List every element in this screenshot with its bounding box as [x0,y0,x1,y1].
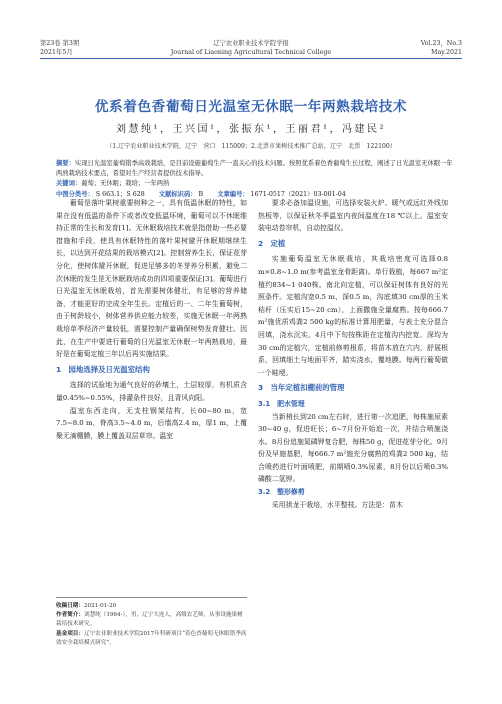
section-1-heading: 1 园地选择及日光温室结构 [56,364,150,374]
keywords-text: 葡萄；无休眠；栽培；一年两熟 [81,180,170,188]
keywords-label: 关键词： [56,180,82,188]
date-en: May.2021 [431,48,462,56]
abstract [56,159,456,179]
journal-name-cn: 辽宁农业职业技术学院学报 [213,40,289,47]
planting-paragraph: 实施葡萄温室无休眠栽培，其栽培密度可选择0.8 m×0.8~1.0 m(参考温室龙骨距离)。单行栽植，每667 m²定植约834~1 040株。南北向定植，可以保证树体有良好的光照条件。定植沟宽0.5 m，深0.5 m，沟底填30 cm厚的玉米秸秆（压实后15~20 cm），上面撒施全量腐熟。按每666.7 m²施优质鸡粪2 500 kg的标准计算用肥量，与表土充分混合回填，浇水沉实。4月中下旬按株距在定植沟内挖宽、深均为30 cm的定植穴，定植前修剪根系，将苗木放在穴内，舒展根系，回填细土与地面平齐，踏实浇水，覆地膜。每两行葡萄做一个畦埂。 [258,255,448,377]
clc-number: S 663.1；S 628 [95,190,145,198]
greenhouse-paragraph: 温室东西走向，无支柱钢架结构，长60~80 m，宽7.5~8.0 m，脊高3.5~4.0 m，后墙高2.4 m，厚1 m，上覆聚无滴棚膜，膜上覆盖双层草帘。温室 [56,406,247,440]
doc-code-label: 文献标识码： [158,190,197,198]
fertilizer-paragraph: 当新梢长到20 cm左右时，进行第一次追肥，每株施尿素30~40 g，促进旺长；6~7月份开始追一次，并结合喷施浇水。8月份追施氮磷钾复合肥，每株50 g，促进花芽分化。9月份及早施基肥，每666.7 m²施充分腐熟的鸡粪2 500 kg，结合喷药进行叶面喷肥，前期喷0.3%尿素，8月份以后喷0.3%磷酸二氢钾。 [258,412,448,484]
left-column [56,197,247,442]
pruning-paragraph: 采用拱龙干栽培，水平整枝。方法是：苗木 [271,500,403,509]
abstract-block [56,159,456,200]
abstract-label: 摘要： [56,160,75,167]
keywords [56,179,456,189]
clc-label: 中图分类号： [56,190,94,198]
article-number-label: 文章编号： [217,190,249,198]
header-rule [40,58,462,59]
doc-code: B [198,190,204,198]
section-3-1-heading: 3.1 肥水管理 [258,399,305,408]
author-bio: 作者简介：刘慧纯（1964-），男，辽宁大连人，高级农艺师，从事设施果树栽培技术研究。 [56,612,243,628]
abstract-text: 实现日光温室葡萄错季高效栽培，是目前设施葡萄生产一直关心的技术问题。按照优系着色香葡萄生长过程，阐述了日光温室无休眠一年两熟栽培技术要点，希望对生产经营者提供技术指导。 [56,160,453,178]
article-number: 1671-0517（2021）03-001-04 [250,190,346,198]
footnote-block [56,597,247,648]
volume-issue-en: Vol.23，No.3 [420,40,462,47]
affiliation: （1.辽宁农业职业技术学院，辽宁 营口 115009；2.北票市果树技术推广总站，辽宁 北票 122100） [106,143,396,150]
site-paragraph: 选择的试验地为通气良好的砂壤土，土层较厚，有机质含量0.45%~0.55%，排灌条件良好，且背风向阳。 [56,381,247,402]
section-2-heading: 2 定植 [258,238,286,248]
date-cn: 2021年5月 [40,48,73,56]
section-3-2-heading: 3.2 整形修剪 [258,488,305,497]
running-header [40,40,462,57]
intro-paragraph: 葡萄是落叶果树重要树种之一，具有低温休眠的特性，如果在没有低温的条件下或者改变低温环境，葡萄可以不休眠维持正常的生长和发育[1]。无休眠栽培技术就是指借助一些必要措施和手段，使具有休眠特性的落叶果树避开休眠期继续生长，以达到开花结果的栽培模式[2]。控制营养生长，保证花芽分化，使树体避开休眠，促进足够多的冬芽养分积累，避免二次休眠的发生是无休眠栽培成功的四项重要保证[3]。葡萄进行日光温室无休眠栽培，首先需要树体健壮，有足够的营养储备，才能更好的完成全年生长。定植后的一、二年生葡萄树，由于树龄较小，树体营养供应能力较差，实施无休眠一年两熟栽培单季经济产量较低，需要控制产量确保树势发育健壮。因此，在生产中要进行葡萄的日光温室无休眠一年两熟栽培，最好是在葡萄定植三年以后再实施结果。 [56,199,247,359]
right-column [258,197,448,511]
volume-issue-cn: 第23卷 第3期 [40,40,80,47]
received-date: 收稿日期：2021-01-20 [56,603,117,609]
author-list: 刘慧纯¹，王兴国¹，张振东¹，王丽君¹，冯建民² [115,124,387,135]
journal-name-en: Journal of Liaoning Agricultural Technical College [170,48,332,56]
section-3-heading: 3 当年定植扣棚前的管理 [258,383,345,393]
heating-paragraph: 要求必备加温设施，可选择安装火炉、暖气或远红外线加热板等，以保证秋冬季温室内夜间温度在18 ℃以上。温室安装电动卷帘机，自动控温仪。 [258,199,448,233]
paper-title: 优系着色香葡萄日光温室无休眠一年两熟栽培技术 [94,99,408,115]
fund-info: 基金项目：辽宁农业职业技术学院2017年科研项目“着色香葡萄无休眠错季高效安全栽培模式研究”。 [56,630,247,646]
